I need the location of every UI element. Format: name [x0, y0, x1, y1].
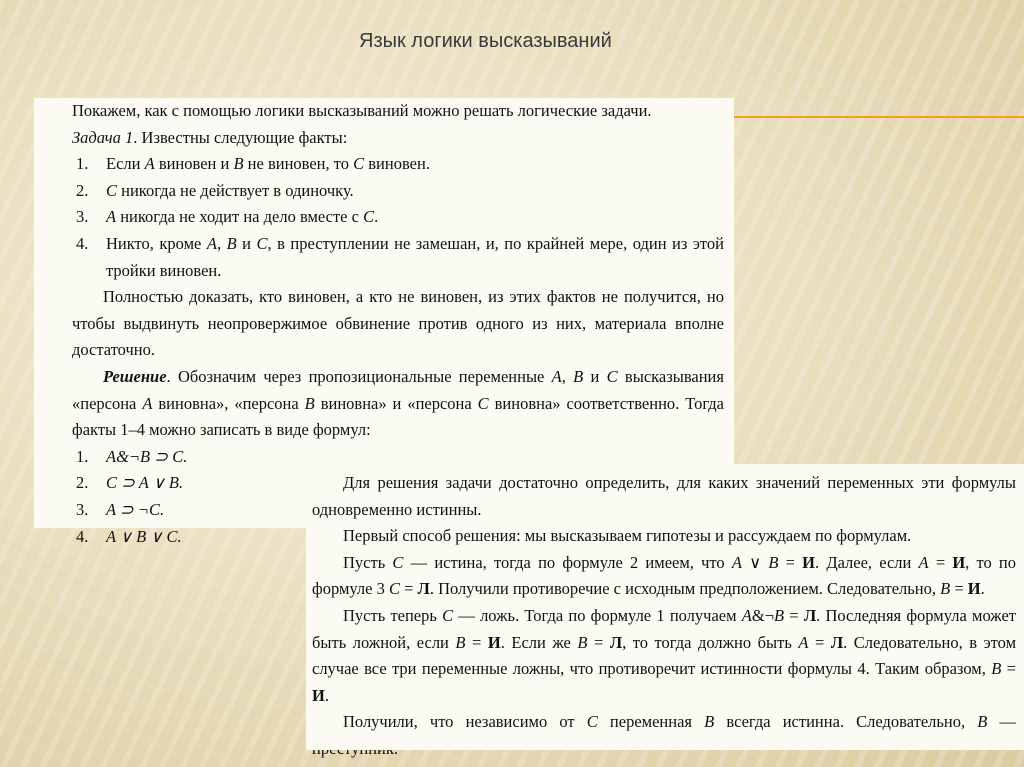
- solution-label: Решение: [103, 366, 167, 386]
- solution-scan-panel: [306, 464, 1024, 750]
- formula-text: C ⊃ A ∨ B.: [106, 473, 184, 493]
- fact-item: [72, 231, 724, 284]
- fact-number: 4.: [76, 233, 89, 253]
- fact-text: Если A виновен и B не виновен, то C виновен.: [106, 154, 430, 174]
- task-heading: [72, 125, 724, 152]
- slide-title: Язык логики высказываний: [359, 30, 612, 52]
- formula-number: 2.: [76, 473, 89, 493]
- fact-item: [72, 151, 724, 178]
- formula-text: A ∨ B ∨ C.: [106, 526, 182, 546]
- accent-line: [733, 116, 1024, 118]
- solution-text-paragraph: Пусть теперь C — ложь. Тогда по формуле 1 получаем A&¬B = Л. Последняя формула может быть ложной, если B = И. Если же B = Л, то тогда должно быть A = Л. Следовательно, в этом случае все три переменные ложны, что противоречит истинности формулы 4. Таким образом, B = И.: [312, 605, 1017, 705]
- task-rest: . Известны следующие факты:: [133, 127, 348, 147]
- fact-text: C никогда не действует в одиночку.: [106, 180, 354, 200]
- facts-list: [72, 151, 724, 284]
- formula-number: 3.: [76, 499, 89, 519]
- formula-text: A&¬B ⊃ C.: [106, 446, 188, 466]
- fact-number: 1.: [76, 154, 89, 174]
- fact-number: 3.: [76, 207, 89, 227]
- task-label: Задача 1: [72, 127, 134, 147]
- solution-text-block: [312, 470, 1016, 763]
- formula-text: A ⊃ ¬C.: [106, 499, 165, 519]
- solution-paragraph: [72, 364, 724, 444]
- solution-text-paragraph: Получили, что независимо от C переменная B всегда истинна. Следовательно, B —: [343, 712, 1016, 732]
- fact-number: 2.: [76, 180, 89, 200]
- solution-text-paragraph: Пусть C — истина, тогда по формуле 2 имеем, что A ∨ B = И. Далее, если A = И, то по формуле 3 C = Л. Получили противоречие с исходным предположением. Следовательно, B = И.: [312, 552, 1016, 599]
- scan-crop-edge: [306, 743, 1024, 750]
- formula-number: 4.: [76, 526, 89, 546]
- formula-number: 1.: [76, 446, 89, 466]
- fact-text: A никогда не ходит на дело вместе с C.: [106, 207, 379, 227]
- note-paragraph: Полностью доказать, кто виновен, а кто не виновен, из этих фактов не получится, но чтобы выдвинуть неопровержимое обвинение против одного из них, материала вполне достаточно.: [72, 287, 724, 360]
- intro-paragraph: Покажем, как с помощью логики высказываний можно решать логические задачи.: [72, 101, 652, 120]
- solution-text-paragraph: Для решения задачи достаточно определить, для каких значений переменных эти формулы одновременно истинны.: [312, 473, 1016, 519]
- fact-item: [72, 204, 724, 231]
- fact-item: [72, 178, 724, 205]
- solution-text: . Обозначим через пропозициональные переменные A, B и C высказывания «персона A виновна», «персона B виновна» и «персона C виновна» соответственно. Тогда факты 1–4 можно записать в виде формул:: [72, 366, 724, 440]
- solution-text-paragraph: Первый способ решения: мы высказываем гипотезы и рассуждаем по формулам.: [343, 526, 912, 546]
- fact-text: Никто, кроме A, B и C, в преступлении не замешан, и, по крайней мере, один из этой тройки виновен.: [106, 233, 725, 280]
